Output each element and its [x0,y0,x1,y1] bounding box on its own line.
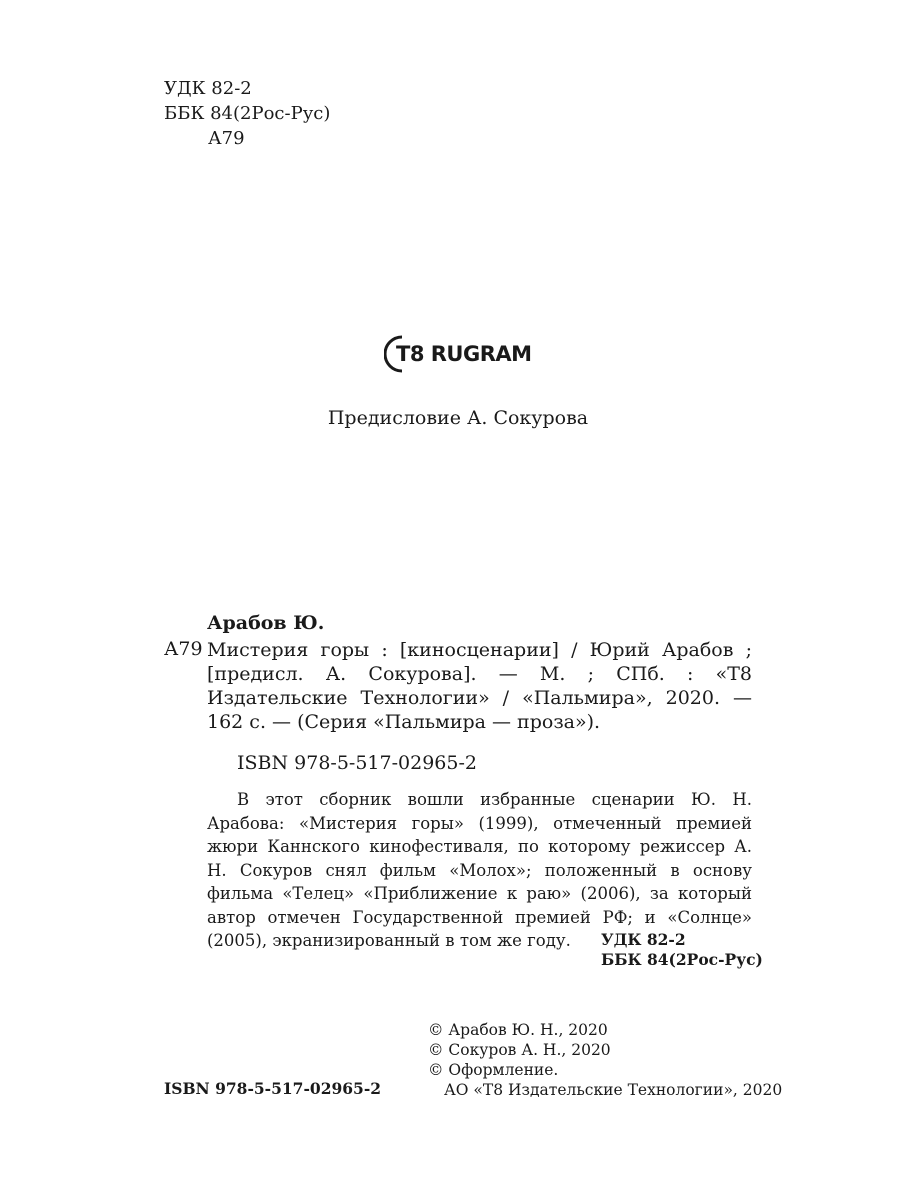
author-mark-code: А79 [208,128,245,149]
top-classification-codes [164,76,330,151]
copyright-line: © Арабов Ю. Н., 2020 [428,1021,608,1039]
bbk-code: ББК 84(2Рос-Рус) [164,103,331,124]
bottom-classification-codes [601,930,763,970]
udk-code: УДК 82-2 [164,78,252,99]
bottom-isbn: ISBN 978-5-517-02965-2 [164,1079,382,1098]
publisher-logo [384,334,544,378]
logo-text: T8 RUGRAM [396,342,532,366]
copyright-line: АО «Т8 Издательские Технологии», 2020 [444,1081,783,1099]
copyright-line: © Оформление. [428,1061,559,1079]
catalog-annotation: В этот сборник вошли избранные сценарии Ю. Н. Арабова: «Мистерия горы» (1999), отмеченный премией жюри Каннского кинофестиваля, по которому режиссер А. Н. Сокуров снял фильм «Молох»; положенный в основу фильма «Телец» «Приближение к раю» (2006), за который автор отмечен Государственной премией РФ; и «Солнце» (2005), экранизированный в том же году. [207,790,752,950]
catalog-author-mark: А79 [164,638,203,660]
copyright-line: © Сокуров А. Н., 2020 [428,1041,611,1059]
catalog-author: Арабов Ю. [207,612,325,634]
catalog-isbn: ISBN 978-5-517-02965-2 [237,752,477,774]
bottom-udk-code: УДК 82-2 [601,930,686,949]
copyright-block [428,1020,782,1100]
catalog-entry: Мистерия горы : [киносценарии] / Юрий Арабов ; [предисл. А. Сокурова]. — М. ; СПб. : «Т8 Издательские Технологии» / «Пальмира», 2020. — 162 с. — (Серия «Пальмира — проза»). [207,639,752,733]
bottom-bbk-code: ББК 84(2Рос-Рус) [601,950,763,969]
preface-credit: Предисловие А. Сокурова [327,407,589,429]
